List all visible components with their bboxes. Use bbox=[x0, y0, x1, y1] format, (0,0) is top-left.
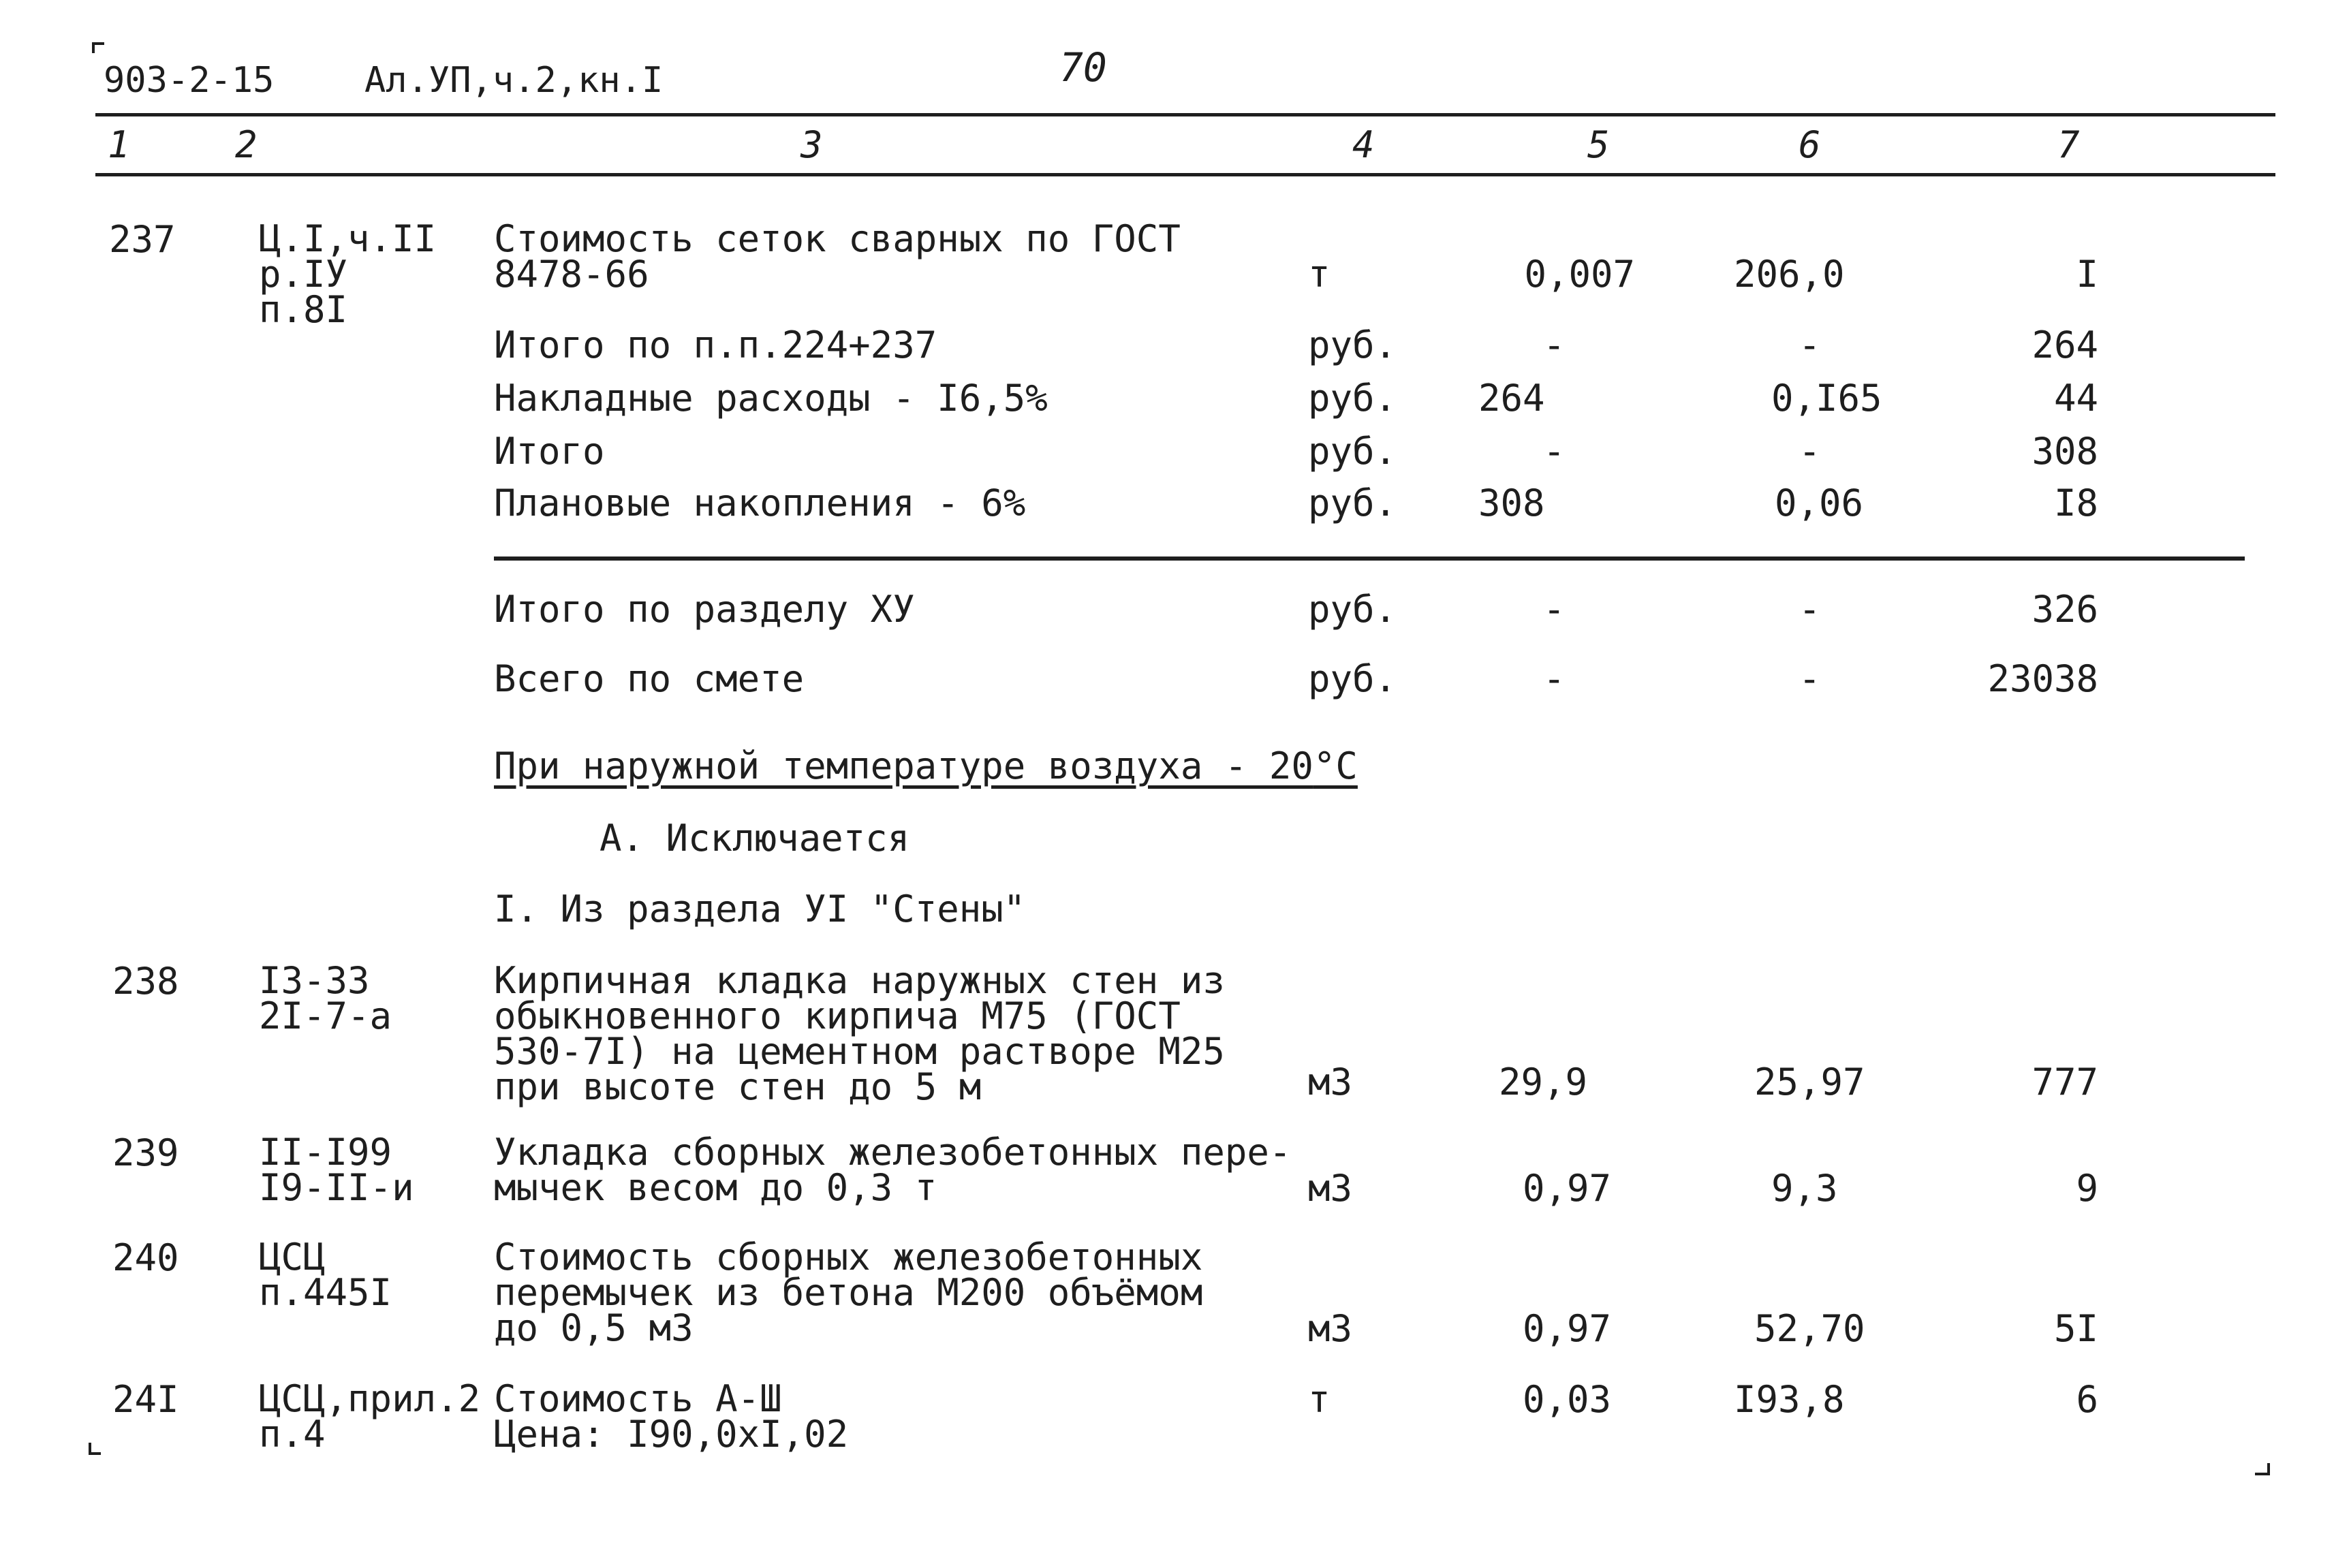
row-239-number: 239 bbox=[112, 1131, 179, 1174]
total-quantity: - bbox=[1543, 430, 1566, 473]
row-241-quantity: 0,03 bbox=[1523, 1378, 1612, 1421]
temperature-condition-unit: °С bbox=[1313, 744, 1358, 787]
row-240-unit: м3 bbox=[1308, 1307, 1353, 1350]
column-number-1: 1 bbox=[108, 123, 130, 166]
row-240-unit-price: 52,70 bbox=[1754, 1307, 1865, 1350]
overhead-total: 44 bbox=[2053, 377, 2098, 420]
subtotal-quantity: - bbox=[1543, 324, 1566, 366]
total-description: Итого bbox=[494, 430, 605, 473]
row-240-reference: ЦСЦ п.445I bbox=[259, 1236, 392, 1314]
column-number-7: 7 bbox=[2057, 123, 2080, 166]
estimate-total-unit-price: - bbox=[1799, 657, 1821, 700]
row-239-total: 9 bbox=[2076, 1167, 2098, 1210]
row-241-reference: ЦСЦ,прил.2 п.4 bbox=[259, 1377, 481, 1456]
row-240-description: Стоимость сборных железобетонных перемычек из бетона М200 объёмом до 0,5 м3 bbox=[494, 1236, 1203, 1349]
document-code: 903-2-15 bbox=[104, 60, 275, 101]
corner-mark-bottom-left bbox=[89, 1443, 101, 1455]
estimate-total-total: 23038 bbox=[1987, 657, 2098, 700]
column-number-3: 3 bbox=[800, 123, 823, 166]
row-239-unit-price: 9,3 bbox=[1771, 1167, 1838, 1210]
row-237-quantity: 0,007 bbox=[1524, 253, 1635, 296]
row-238-total: 777 bbox=[2032, 1061, 2098, 1103]
column-header-rule bbox=[95, 173, 2275, 176]
album-reference: Ал.УП,ч.2,кн.I bbox=[364, 60, 664, 101]
subtotal-total: 264 bbox=[2032, 324, 2098, 366]
column-number-2: 2 bbox=[235, 123, 258, 166]
row-237-reference: Ц.I,ч.II р.IУ п.8I bbox=[259, 217, 437, 331]
subtotal-unit: руб. bbox=[1308, 324, 1397, 366]
row-241-number: 24I bbox=[112, 1378, 179, 1421]
planned-savings-rate: 0,06 bbox=[1775, 482, 1864, 524]
total-unit-price: - bbox=[1799, 430, 1821, 473]
row-237-number: 237 bbox=[109, 218, 176, 261]
row-238-number: 238 bbox=[112, 960, 179, 1003]
planned-savings-description: Плановые накопления - 6% bbox=[494, 482, 1026, 524]
section-total-description: Итого по разделу ХУ bbox=[494, 588, 915, 631]
overhead-unit: руб. bbox=[1308, 377, 1397, 420]
section-total-total: 326 bbox=[2032, 588, 2098, 631]
estimate-total-description: Всего по смете bbox=[494, 657, 805, 700]
subtotal-description: Итого по п.п.224+237 bbox=[494, 324, 937, 366]
planned-savings-total: I8 bbox=[2053, 482, 2098, 524]
estimate-total-quantity: - bbox=[1543, 657, 1566, 700]
section-total-rule bbox=[494, 556, 2245, 561]
section-total-unit: руб. bbox=[1308, 588, 1397, 631]
row-237-total: I bbox=[2076, 253, 2098, 296]
row-240-number: 240 bbox=[112, 1236, 179, 1279]
row-237-unit-price: 206,0 bbox=[1734, 253, 1845, 296]
row-241-description: Стоимость А-Ш Цена: I90,0хI,02 bbox=[494, 1377, 849, 1456]
column-number-6: 6 bbox=[1799, 123, 1821, 166]
overhead-rate: 0,I65 bbox=[1771, 377, 1882, 420]
row-238-reference: I3-33 2I-7-а bbox=[259, 959, 392, 1037]
row-241-total: 6 bbox=[2076, 1378, 2098, 1421]
row-239-quantity: 0,97 bbox=[1523, 1167, 1612, 1210]
row-239-unit: м3 bbox=[1308, 1167, 1353, 1210]
total-total: 308 bbox=[2032, 430, 2098, 473]
row-241-unit: т bbox=[1308, 1378, 1331, 1421]
column-number-4: 4 bbox=[1352, 123, 1375, 166]
row-240-quantity: 0,97 bbox=[1523, 1307, 1612, 1350]
row-237-description: Стоимость сеток сварных по ГОСТ 8478-66 bbox=[494, 217, 1181, 296]
corner-mark-bottom-right bbox=[2255, 1463, 2270, 1475]
column-number-5: 5 bbox=[1587, 123, 1610, 166]
row-238-quantity: 29,9 bbox=[1499, 1061, 1588, 1103]
header-top-rule bbox=[95, 113, 2275, 116]
section-total-quantity: - bbox=[1543, 588, 1566, 631]
planned-savings-unit: руб. bbox=[1308, 482, 1397, 524]
row-237-unit: т bbox=[1308, 253, 1331, 296]
row-239-description: Укладка сборных железобетонных пере- мычек весом до 0,3 т bbox=[494, 1131, 1292, 1209]
temperature-condition-heading bbox=[494, 744, 1358, 787]
section-total-unit-price: - bbox=[1799, 588, 1821, 631]
section-source-heading: I. Из раздела УI "Стены" bbox=[494, 888, 1026, 930]
row-239-reference: II-I99 I9-II-и bbox=[259, 1131, 414, 1209]
row-240-total: 5I bbox=[2053, 1307, 2098, 1350]
row-238-description: Кирпичная кладка наружных стен из обыкновенного кирпича М75 (ГОСТ 530-7I) на цементном растворе М25 при высоте стен до 5 м bbox=[494, 959, 1225, 1108]
row-241-unit-price: I93,8 bbox=[1734, 1378, 1845, 1421]
page-number: 70 bbox=[1059, 44, 1107, 91]
subtotal-unit-price: - bbox=[1799, 324, 1821, 366]
corner-mark-top-left bbox=[92, 42, 104, 53]
estimate-total-unit: руб. bbox=[1308, 657, 1397, 700]
exclusion-heading: А. Исключается bbox=[600, 817, 910, 860]
planned-savings-base: 308 bbox=[1478, 482, 1545, 524]
overhead-description: Накладные расходы - I6,5% bbox=[494, 377, 1048, 420]
total-unit: руб. bbox=[1308, 430, 1397, 473]
row-238-unit-price: 25,97 bbox=[1754, 1061, 1865, 1103]
temperature-condition-text: При наружной температуре воздуха - 20 bbox=[494, 744, 1313, 787]
overhead-base: 264 bbox=[1478, 377, 1545, 420]
row-238-unit: м3 bbox=[1308, 1061, 1353, 1103]
